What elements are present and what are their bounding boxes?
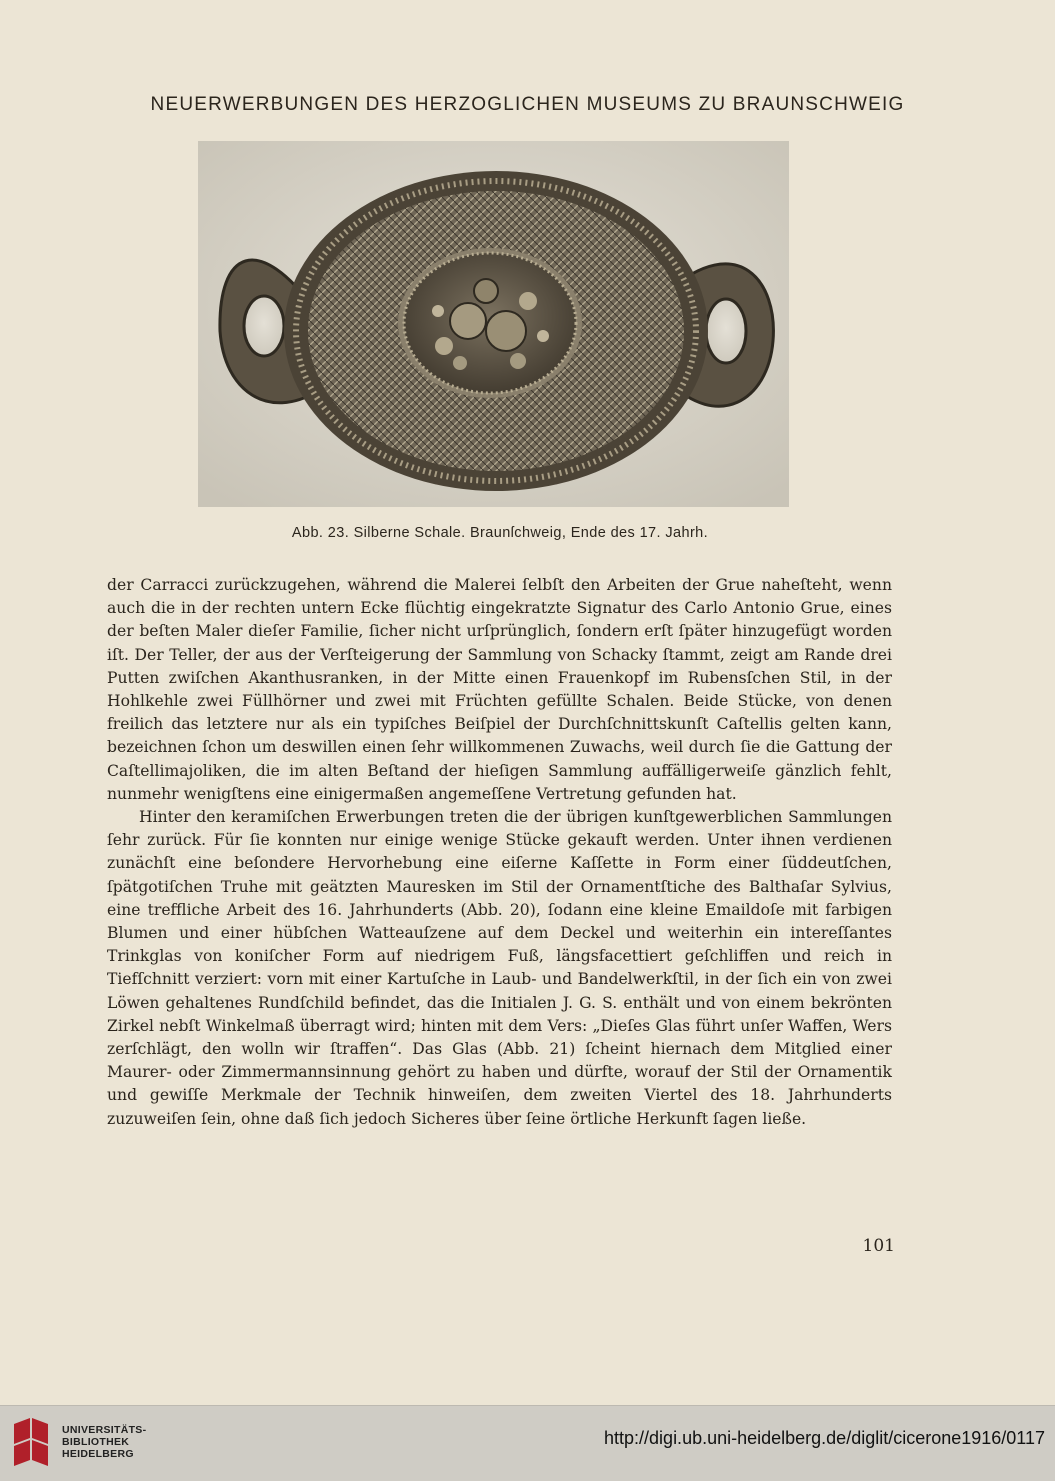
paragraph-1: der Carracci zurückzugehen, während die Malerei ſelbſt den Arbeiten der Grue naheſteht, wenn auch die in der rechten untern Ecke flüchtig eingekratzte Signatur des Carlo Antonio Grue, eines der beſten Maler dieſer Familie, ſicher nicht urſprünglich, ſondern erſt ſpäter hinzugefügt worden iſt. Der Teller, der aus der Verſteigerung der Sammlung von Schacky ſtammt, zeigt am Rande drei Putten zwiſchen Akanthusranken, in der Mitte einen Frauenkopf im Rubensſchen Stil, in der Hohlkehle zwei Füllhörner und zwei mit Früchten gefüllte Schalen. Beide Stücke, von denen freilich das letztere nur als ein typiſches Beiſpiel der Durchſchnittskunſt Caſtellis gelten kann, bezeichnen ſchon um deswillen einen ſehr willkommenen Zuwachs, weil durch ſie die Gattung der Caſtellimajoliken, die im alten Beſtand der hieſigen Sammlung auffälligerweiſe gänzlich fehlt, nunmehr wenigſtens eine einigermaßen angemeſſene Vertretung gefunden hat. — [107, 576, 892, 803]
page-number: 101 — [862, 1236, 895, 1256]
figure-caption: Abb. 23. Silberne Schale. Braunſchweig, Ende des 17. Jahrh. — [291, 525, 709, 541]
body-text — [107, 574, 892, 1131]
paragraph-2: Hinter den keramiſchen Erwerbungen treten die der übrigen kunſtgewerblichen Sammlungen ſehr zurück. Für ſie konnten nur einige wenige Stücke gekauft werden. Unter ihnen verdienen zunächſt eine beſondere Hervorhebung eine eiſerne Kaſſette in Form einer ſüddeutſchen, ſpätgotiſchen Truhe mit geätzten Mauresken im Stil der Ornamentſtiche des Balthaſar Sylvius, eine treffliche Arbeit des 16. Jahrhunderts (Abb. 20), ſodann eine kleine Emaildoſe mit farbigen Blumen und einer hübſchen Watteauſzene auf dem Deckel und weiterhin ein intereſſantes Trinkglas von koniſcher Form auf niedrigem Fuß, längsfacettiert geſchliffen und reich in Tiefſchnitt verziert: vorn mit einer Kartuſche in Laub- und Bandelwerkſtil, in der ſich ein von zwei Löwen gehaltenes Rundſchild befindet, das die Initialen J. G. S. enthält und von einem bekrönten Zirkel nebſt Winkelmaß überragt wird; hinten mit dem Vers: „Dieſes Glas führt unſer Waffen, Wers zerſchlägt, den wolln wir ſtraffen“. Das Glas (Abb. 21) ſcheint hiernach dem Mitglied einer Maurer- oder Zimmermannsinnung gehört zu haben und dürfte, worauf der Stil der Ornamentik und gewiſſe Merkmale der Technik hinweiſen, dem zweiten Viertel des 18. Jahrhunderts zuzuweiſen ſein, ohne daß ſich jedoch Sicheres über ſeine örtliche Herkunft ſagen ließe. — [107, 808, 892, 1128]
library-name-line: UNIVERSITÄTS- — [62, 1424, 147, 1436]
library-name-line: BIBLIOTHEK — [62, 1436, 130, 1448]
viewer-footer-bar — [0, 1405, 1055, 1481]
permalink-url[interactable]: http://digi.ub.uni-heidelberg.de/diglit/cicerone1916/0117 — [604, 1428, 1045, 1448]
university-library-logo-icon — [8, 1416, 54, 1468]
silver-bowl-photo — [198, 141, 789, 507]
library-name — [62, 1424, 146, 1460]
library-name-line: HEIDELBERG — [62, 1448, 134, 1460]
figure-silver-bowl — [198, 141, 789, 507]
running-header: NEUERWERBUNGEN DES HERZOGLICHEN MUSEUMS ZU BRAUNSCHWEIG — [150, 94, 905, 115]
